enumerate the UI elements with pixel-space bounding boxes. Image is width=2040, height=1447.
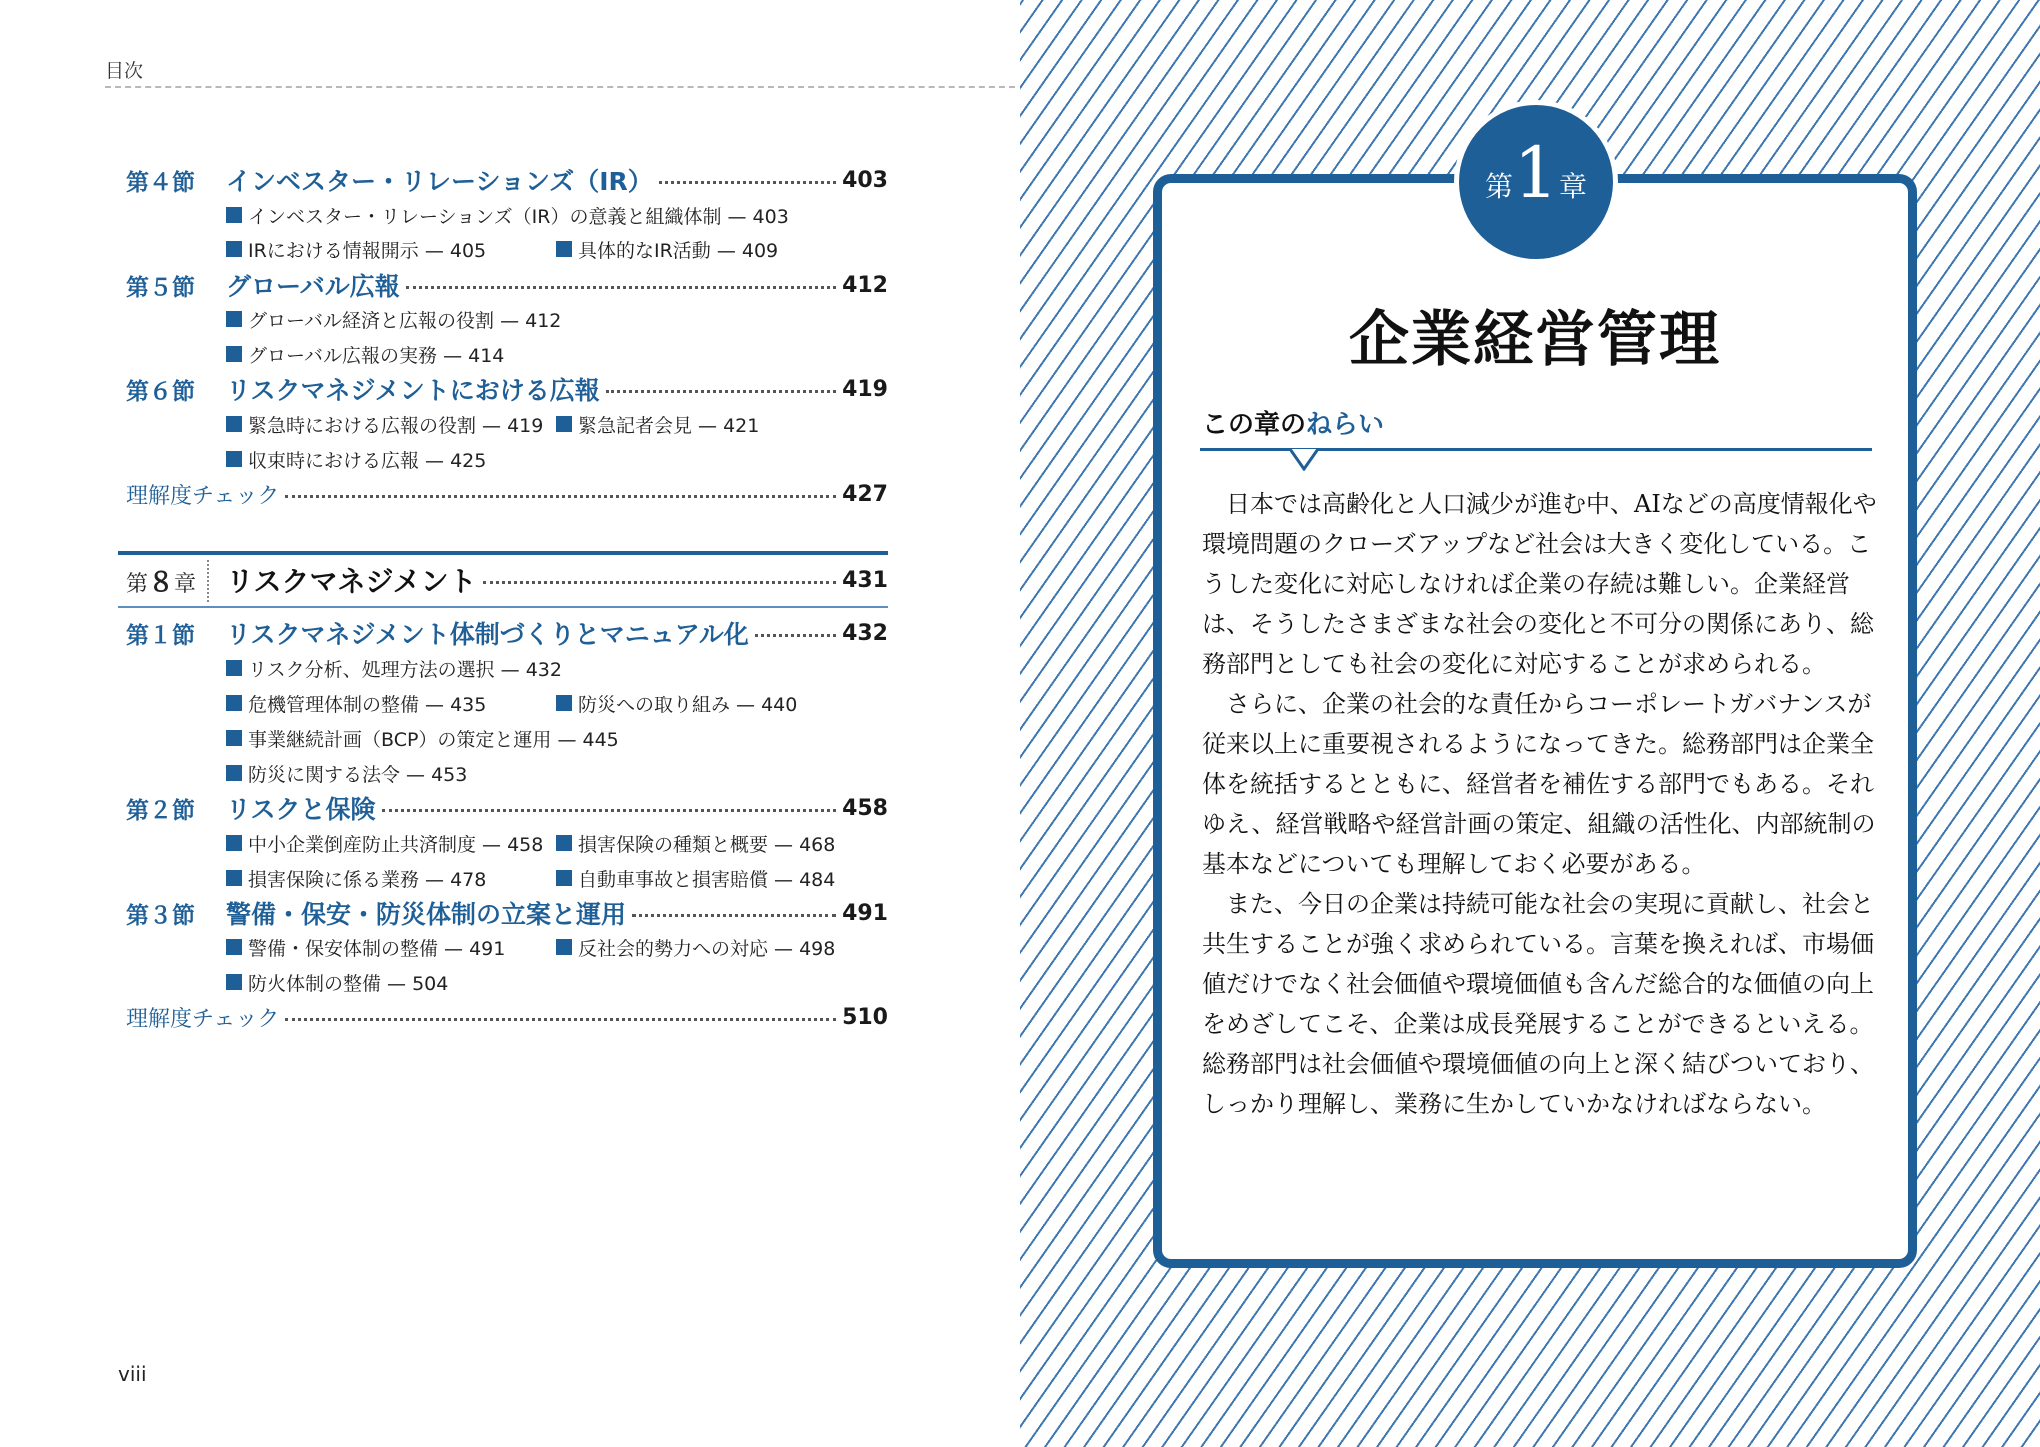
- page-ref: 432: [842, 620, 888, 646]
- toc-subitem[interactable]: 中小企業倒産防止共済制度 — 458: [226, 829, 543, 857]
- toc-subitem[interactable]: 緊急時における広報の役割 — 419: [226, 410, 543, 438]
- section-number: 第１節: [126, 622, 195, 649]
- dot-leader: [755, 633, 836, 637]
- bullet-square-icon: [556, 939, 572, 955]
- toc-chapter-8[interactable]: [226, 562, 888, 598]
- header-divider: [105, 86, 1015, 88]
- section-title: リスクと保険: [226, 795, 376, 824]
- chapter-badge: 第 1 章: [1454, 100, 1618, 264]
- section-title: グローバル広報: [226, 272, 400, 301]
- aim-heading: この章のねらい: [1202, 410, 1385, 440]
- bullet-square-icon: [226, 416, 242, 432]
- bullet-square-icon: [226, 974, 242, 990]
- toc-subitem[interactable]: 収束時における広報 — 425: [226, 445, 486, 473]
- dot-leader: [382, 808, 837, 812]
- bullet-square-icon: [226, 346, 242, 362]
- section-number: 第４節: [126, 169, 195, 196]
- bullet-square-icon: [556, 241, 572, 257]
- chapter-rule-bottom: [118, 606, 888, 608]
- bullet-square-icon: [226, 241, 242, 257]
- section-number: 第５節: [126, 274, 195, 301]
- aim-body: [1202, 484, 1878, 1124]
- dot-leader: [606, 389, 836, 393]
- section-title: 警備・保安・防災体制の立案と運用: [226, 900, 627, 929]
- speech-notch-icon: [1290, 449, 1318, 471]
- bullet-square-icon: [226, 870, 242, 886]
- section-number: 第２節: [126, 797, 195, 824]
- page-ref: 419: [842, 376, 888, 402]
- toc-subitem[interactable]: 事業継続計画（BCP）の策定と運用 — 445: [226, 724, 619, 752]
- page-ref: 510: [842, 1004, 888, 1030]
- dot-leader: [483, 580, 836, 584]
- section-number: 第３節: [126, 902, 195, 929]
- toc-subitem[interactable]: 警備・保安体制の整備 — 491: [226, 933, 505, 961]
- bullet-square-icon: [226, 451, 242, 467]
- section-title: インベスター・リレーションズ（IR）: [226, 167, 653, 196]
- dot-leader: [285, 494, 836, 498]
- toc-subitem[interactable]: IRにおける情報開示 — 405: [226, 235, 486, 263]
- toc-section-1[interactable]: [126, 616, 888, 650]
- section-title: リスクマネジメント体制づくりとマニュアル化: [226, 620, 749, 649]
- aim-paragraph: さらに、企業の社会的な責任からコーポレートガバナンスが従来以上に重要視されるようになってきた。総務部門は企業全体を統括するとともに、経営者を補佐する部門でもある。それゆえ、経営戦略や経営計画の策定、組織の活性化、内部統制の基本などについても理解しておく必要がある。: [1202, 690, 1876, 878]
- page-ref: 431: [842, 567, 888, 593]
- toc-review-check[interactable]: [126, 1000, 888, 1034]
- toc-subitem[interactable]: 具体的なIR活動 — 409: [556, 235, 778, 263]
- bullet-square-icon: [226, 695, 242, 711]
- toc-subitem[interactable]: 反社会的勢力への対応 — 498: [556, 933, 835, 961]
- toc-subitem[interactable]: インベスター・リレーションズ（IR）の意義と組織体制 — 403: [226, 201, 789, 229]
- aim-paragraph: 日本では高齢化と人口減少が進む中、AIなどの高度情報化や環境問題のクローズアップなど社会は大きく変化している。こうした変化に対応しなければ企業の存続は難しい。企業経営は、そうしたさまざまな社会の変化と不可分の関係にあり、総務部門としても社会の変化に対応することが求められる。: [1202, 490, 1877, 678]
- bullet-square-icon: [556, 416, 572, 432]
- toc-section-6[interactable]: [126, 372, 888, 406]
- section-title: リスクマネジメントにおける広報: [226, 376, 600, 405]
- review-title: 理解度チェック: [126, 483, 280, 509]
- dot-leader: [285, 1017, 836, 1021]
- dot-leader: [406, 285, 836, 289]
- bullet-square-icon: [226, 311, 242, 327]
- bullet-square-icon: [226, 765, 242, 781]
- review-title: 理解度チェック: [126, 1006, 280, 1032]
- toc-subitem[interactable]: 危機管理体制の整備 — 435: [226, 689, 486, 717]
- bullet-square-icon: [226, 730, 242, 746]
- toc-subitem[interactable]: 自動車事故と損害賠償 — 484: [556, 864, 835, 892]
- dot-leader: [632, 913, 836, 917]
- toc-subitem[interactable]: 損害保険に係る業務 — 478: [226, 864, 486, 892]
- toc-subitem[interactable]: 防火体制の整備 — 504: [226, 968, 448, 996]
- page-ref: 458: [842, 795, 888, 821]
- running-header: 目次: [105, 60, 144, 82]
- dot-leader: [659, 180, 836, 184]
- chapter-title: 企業経営管理: [1349, 305, 1721, 375]
- page-ref: 403: [842, 167, 888, 193]
- toc-subitem[interactable]: 防災への取り組み — 440: [556, 689, 797, 717]
- page-ref: 427: [842, 481, 888, 507]
- toc-section-3[interactable]: [126, 896, 888, 930]
- chapter-badge-number: 1: [1513, 132, 1559, 214]
- chapter-number: 第８章: [126, 568, 197, 598]
- chapter-divider: [207, 560, 209, 602]
- aim-paragraph: また、今日の企業は持続可能な社会の実現に貢献し、社会と共生することが強く求められている。言葉を換えれば、市場価値だけでなく社会価値や環境価値も含んだ総合的な価値の向上をめざしてこそ、企業は成長発展することができるといえる。総務部門は社会価値や環境価値の向上と深く結びついており、しっかり理解し、業務に生かしていかなければならない。: [1202, 890, 1874, 1118]
- bullet-square-icon: [556, 695, 572, 711]
- toc-subitem[interactable]: グローバル広報の実務 — 414: [226, 340, 504, 368]
- toc-section-5[interactable]: [126, 268, 888, 302]
- bullet-square-icon: [556, 870, 572, 886]
- toc-review-check[interactable]: [126, 477, 888, 511]
- toc-section-2[interactable]: [126, 791, 888, 825]
- chapter-rule-top: [118, 551, 888, 555]
- toc-section-4[interactable]: [126, 163, 888, 197]
- page-ref: 412: [842, 272, 888, 298]
- toc-subitem[interactable]: 防災に関する法令 — 453: [226, 759, 467, 787]
- bullet-square-icon: [226, 939, 242, 955]
- page-number: viii: [118, 1362, 147, 1386]
- bullet-square-icon: [556, 835, 572, 851]
- chapter-title: リスクマネジメント: [226, 565, 477, 598]
- section-number: 第６節: [126, 378, 195, 405]
- page-ref: 491: [842, 900, 888, 926]
- bullet-square-icon: [226, 835, 242, 851]
- toc-subitem[interactable]: 損害保険の種類と概要 — 468: [556, 829, 835, 857]
- toc-subitem[interactable]: リスク分析、処理方法の選択 — 432: [226, 654, 562, 682]
- bullet-square-icon: [226, 660, 242, 676]
- toc-subitem[interactable]: 緊急記者会見 — 421: [556, 410, 759, 438]
- bullet-square-icon: [226, 207, 242, 223]
- toc-subitem[interactable]: グローバル経済と広報の役割 — 412: [226, 305, 561, 333]
